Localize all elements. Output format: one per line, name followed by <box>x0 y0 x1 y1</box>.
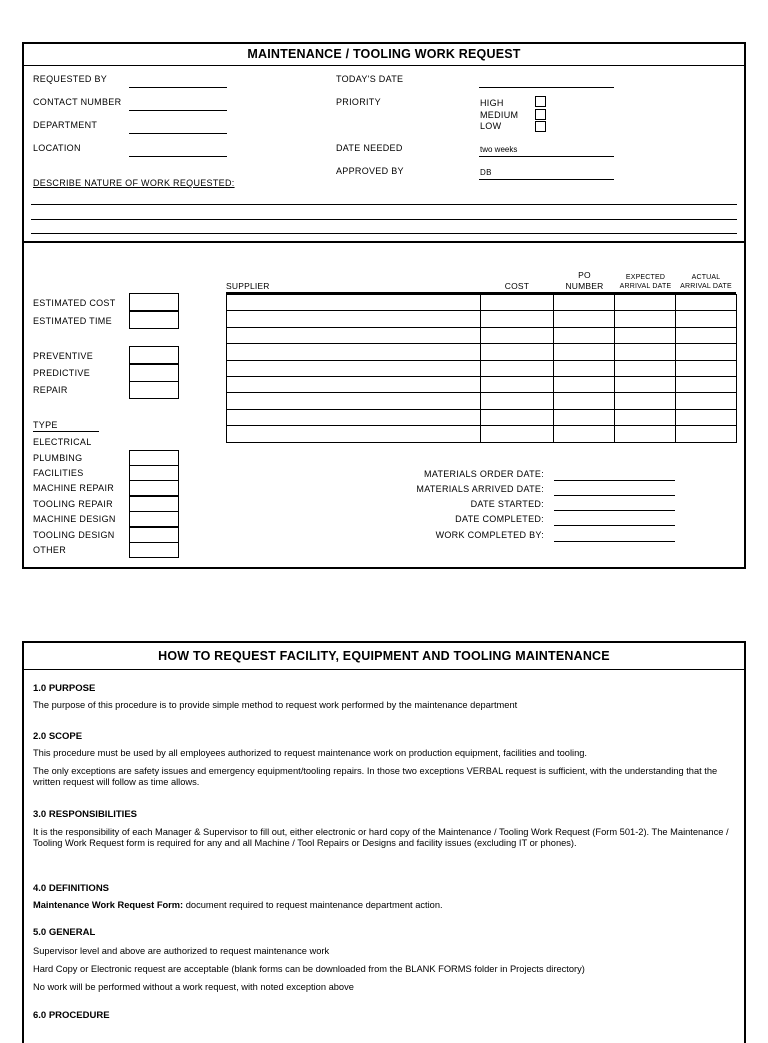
machine-design-label: MACHINE DESIGN <box>33 514 116 524</box>
general-heading: 5.0 GENERAL <box>33 927 96 938</box>
procedure-heading: 6.0 PROCEDURE <box>33 1010 110 1021</box>
table-row <box>227 360 737 376</box>
location-label: LOCATION <box>33 143 81 153</box>
estimated-time-label: ESTIMATED TIME <box>33 316 112 326</box>
table-row <box>227 327 737 343</box>
tooling-design-label: TOOLING DESIGN <box>33 530 115 540</box>
responsibilities-heading: 3.0 RESPONSIBILITIES <box>33 809 137 820</box>
todays-date-label: TODAY'S DATE <box>336 74 404 84</box>
date-needed-value: two weeks <box>480 145 518 154</box>
section-divider <box>24 241 744 243</box>
table-row <box>227 393 737 409</box>
priority-label: PRIORITY <box>336 97 381 107</box>
tooling-design-box[interactable] <box>129 527 179 543</box>
definition-term: Maintenance Work Request Form: <box>33 900 184 910</box>
description-line-3[interactable] <box>31 233 737 234</box>
procedure-document <box>22 641 746 1043</box>
machine-design-box[interactable] <box>129 511 179 527</box>
other-box[interactable] <box>129 542 179 558</box>
table-row <box>227 295 737 311</box>
priority-medium-label: MEDIUM <box>480 110 519 120</box>
priority-medium-checkbox[interactable] <box>535 109 546 120</box>
department-label: DEPARTMENT <box>33 120 98 130</box>
scope-text-1: This procedure must be used by all employees authorized to request maintenance work on production equipment, facilities and tooling. <box>33 748 588 758</box>
definition-description: document required to request maintenance department action. <box>183 900 443 910</box>
materials-arrived-date-field[interactable] <box>554 495 675 496</box>
description-line-2[interactable] <box>31 219 737 220</box>
table-row <box>227 344 737 360</box>
predictive-box[interactable] <box>129 364 179 382</box>
date-needed-field[interactable] <box>479 156 614 157</box>
expected-header-line2: ARRIVAL DATE <box>619 283 672 290</box>
priority-high-checkbox[interactable] <box>535 96 546 107</box>
machine-repair-box[interactable] <box>129 480 179 496</box>
priority-low-checkbox[interactable] <box>535 121 546 132</box>
contact-number-label: CONTACT NUMBER <box>33 97 122 107</box>
approved-by-value: DB <box>480 168 492 177</box>
work-request-form <box>22 42 746 569</box>
location-field[interactable] <box>129 156 227 157</box>
type-label: TYPE <box>33 420 58 430</box>
type-underline <box>33 431 99 432</box>
po-header-line1: PO <box>578 270 591 280</box>
table-row <box>227 426 737 442</box>
tooling-repair-box[interactable] <box>129 496 179 512</box>
approved-by-field[interactable] <box>479 179 614 180</box>
repair-label: REPAIR <box>33 385 68 395</box>
date-completed-field[interactable] <box>554 525 675 526</box>
electrical-label: ELECTRICAL <box>33 437 92 447</box>
machine-repair-label: MACHINE REPAIR <box>33 483 115 493</box>
facilities-box[interactable] <box>129 465 179 481</box>
cost-header: COST <box>504 281 530 291</box>
title-divider <box>24 65 744 66</box>
preventive-label: PREVENTIVE <box>33 351 94 361</box>
procedure-title-divider <box>24 669 744 670</box>
po-header-line2: NUMBER <box>565 281 604 291</box>
supplier-header: SUPPLIER <box>226 281 270 291</box>
plumbing-label: PLUMBING <box>33 453 83 463</box>
definitions-heading: 4.0 DEFINITIONS <box>33 883 110 894</box>
scope-heading: 2.0 SCOPE <box>33 731 83 742</box>
describe-work-label: DESCRIBE NATURE OF WORK REQUESTED: <box>33 178 235 188</box>
date-needed-label: DATE NEEDED <box>336 143 403 153</box>
facilities-label: FACILITIES <box>33 468 84 478</box>
materials-order-date-label: MATERIALS ORDER DATE: <box>424 469 544 479</box>
responsibilities-text: It is the responsibility of each Manager & Supervisor to fill out, either electronic or hard copy of the Maintenance / Tooling Work Request (Form 501-2). The Maintenance / Tooling Work Request form is required for any and all Machine / Tool Repairs or Designs and facility issues (excluding IT or phones). <box>33 827 729 848</box>
purpose-heading: 1.0 PURPOSE <box>33 683 96 694</box>
scope-text-2: The only exceptions are safety issues and emergency equipment/tooling repairs. In those two exceptions VERBAL request is sufficient, with the understanding that the written request will follow as time allows. <box>33 766 718 787</box>
table-row <box>227 311 737 327</box>
description-line-1[interactable] <box>31 204 737 205</box>
table-row <box>227 376 737 392</box>
procedure-title: HOW TO REQUEST FACILITY, EQUIPMENT AND TOOLING MAINTENANCE <box>158 649 610 663</box>
general-text-2: Hard Copy or Electronic request are acceptable (blank forms can be downloaded from the BLANK FORMS folder in Projects directory) <box>33 964 585 974</box>
purpose-text: The purpose of this procedure is to provide simple method to request work performed by the maintenance department <box>33 700 518 710</box>
date-started-field[interactable] <box>554 510 675 511</box>
table-row <box>227 409 737 425</box>
supplier-table[interactable] <box>226 294 737 443</box>
tooling-repair-label: TOOLING REPAIR <box>33 499 113 509</box>
priority-high-label: HIGH <box>480 98 504 108</box>
materials-order-date-field[interactable] <box>554 480 675 481</box>
requested-by-field[interactable] <box>129 87 227 88</box>
other-label: OTHER <box>33 545 66 555</box>
priority-low-label: LOW <box>480 121 502 131</box>
repair-box[interactable] <box>129 381 179 399</box>
general-text-1: Supervisor level and above are authorized to request maintenance work <box>33 946 330 956</box>
predictive-label: PREDICTIVE <box>33 368 91 378</box>
work-completed-by-label: WORK COMPLETED BY: <box>435 530 544 540</box>
work-completed-by-field[interactable] <box>554 541 675 542</box>
contact-number-field[interactable] <box>129 110 227 111</box>
form-title: MAINTENANCE / TOOLING WORK REQUEST <box>247 47 521 61</box>
department-field[interactable] <box>129 133 227 134</box>
todays-date-field[interactable] <box>479 87 614 88</box>
actual-header-line1: ACTUAL <box>691 274 721 281</box>
actual-header-line2: ARRIVAL DATE <box>680 283 732 290</box>
preventive-box[interactable] <box>129 346 179 364</box>
estimated-cost-box[interactable] <box>129 293 179 311</box>
plumbing-box[interactable] <box>129 450 179 466</box>
date-completed-label: DATE COMPLETED: <box>455 514 544 524</box>
general-text-3: No work will be performed without a work request, with noted exception above <box>33 982 354 992</box>
estimated-cost-label: ESTIMATED COST <box>33 298 116 308</box>
date-started-label: DATE STARTED: <box>470 499 544 509</box>
requested-by-label: REQUESTED BY <box>33 74 108 84</box>
definitions-text <box>33 900 733 911</box>
approved-by-label: APPROVED BY <box>336 166 404 176</box>
materials-arrived-date-label: MATERIALS ARRIVED DATE: <box>416 484 544 494</box>
expected-header-line1: EXPECTED <box>625 274 666 281</box>
estimated-time-box[interactable] <box>129 311 179 329</box>
